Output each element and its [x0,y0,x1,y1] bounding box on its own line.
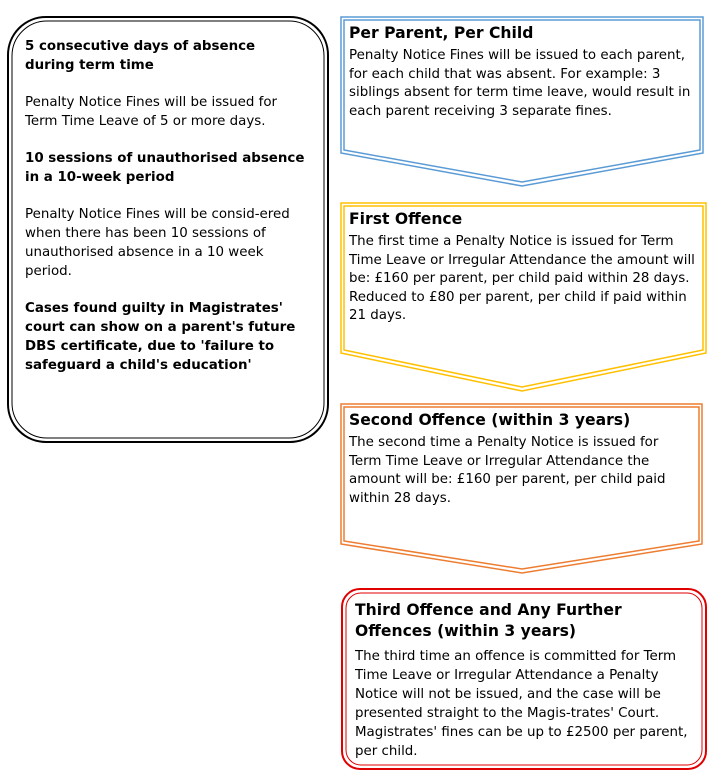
step-first-offence [349,209,699,326]
step-4-body: The third time an offence is committed for Term Time Leave or Irregular Attendance a Penalty Notice will not be issued, and the case will be presented straight to the Magis-trates' Court. Magistrates' fines can be up to £2500 per parent, per child. [355,649,688,759]
step-2-title: First Offence [349,210,463,228]
step-4-title: Third Offence and Any Further Offences (within 3 years) [355,601,622,640]
step-per-parent-per-child [349,23,694,121]
text-consecutive-days: Penalty Notice Fines will be issued for Term Time Leave of 5 or more days. [25,95,278,129]
dbs-warning: Cases found guilty in Magistrates' court can show on a parent's future DBS certificate, due to 'failure to safeguard a child's education' [25,301,296,373]
step-1-body: Penalty Notice Fines will be issued to each parent, for each child that was absent. For example: 3 siblings absent for term time leave, would result in each parent receiving 3 separate fines. [349,48,691,119]
heading-unauthorised-sessions: 10 sessions of unauthorised absence in a 10-week period [25,151,305,185]
step-1-title: Per Parent, Per Child [349,24,534,42]
heading-consecutive-days: 5 consecutive days of absence during term time [25,39,256,73]
step-third-offence [355,600,695,761]
step-3-title: Second Offence (within 3 years) [349,411,631,429]
left-info-panel [25,37,305,375]
step-3-body: The second time a Penalty Notice is issued for Term Time Leave or Irregular Attendance the amount will be: £160 per parent, per child paid within 28 days. [349,435,666,506]
step-2-body: The first time a Penalty Notice is issued for Term Time Leave or Irregular Attendance the amount will be: £160 per parent, per child paid within 28 days. Reduced to £80 per parent, per child if paid within 21 days. [349,234,695,323]
step-second-offence [349,410,694,508]
text-unauthorised-sessions: Penalty Notice Fines will be consid-ered when there has been 10 sessions of unauthorised absence in a 10 week period. [25,207,290,279]
